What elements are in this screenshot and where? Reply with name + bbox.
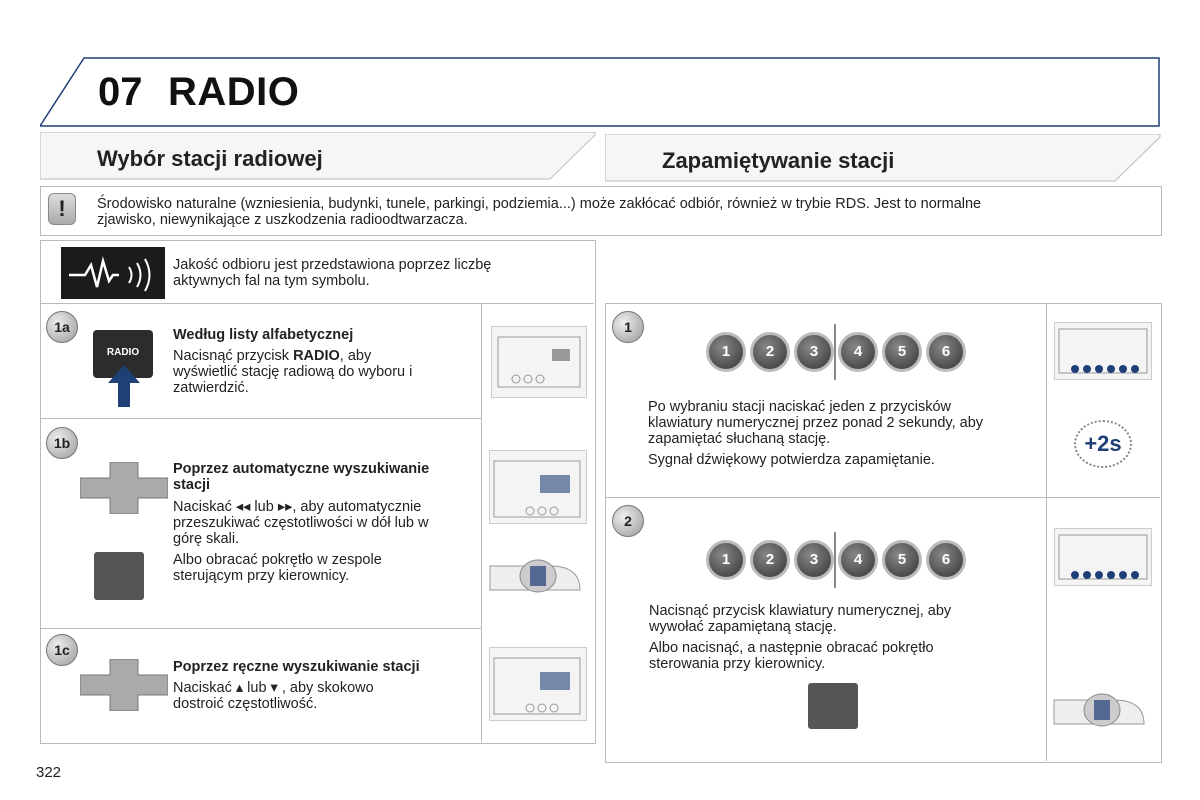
step-1a-line1: Nacisnąć przycisk RADIO, aby bbox=[173, 348, 372, 364]
number-keypad bbox=[706, 540, 966, 580]
step-1b-heading-line2: stacji bbox=[173, 477, 211, 493]
dpad-icon bbox=[80, 462, 168, 514]
reception-text-line2: aktywnych fal na tym symbolu. bbox=[173, 273, 370, 289]
store-1-line1: Po wybraniu stacji naciskać jeden z przycisków bbox=[648, 399, 952, 415]
separator bbox=[834, 324, 836, 380]
steering-control-thumbnail bbox=[1052, 680, 1152, 736]
number-button-1[interactable]: 1 bbox=[706, 332, 746, 372]
number-button-1[interactable]: 1 bbox=[706, 540, 746, 580]
step-1b-heading-line1: Poprzez automatyczne wyszukiwanie bbox=[173, 461, 430, 477]
divider bbox=[605, 497, 1160, 498]
step-badge-1c: 1c bbox=[46, 634, 78, 666]
store-1-line4: Sygnał dźwiękowy potwierdza zapamiętanie. bbox=[648, 452, 935, 468]
step-1b-line4: Albo obracać pokrętło w zespole bbox=[173, 552, 382, 568]
left-section-title: Wybór stacji radiowej bbox=[97, 146, 323, 171]
number-button-4[interactable]: 4 bbox=[838, 540, 878, 580]
step-badge-1a: 1a bbox=[46, 311, 78, 343]
store-2-line4: sterowania przy kierownicy. bbox=[649, 656, 826, 672]
dpad-icon bbox=[80, 659, 168, 711]
steering-knob-icon bbox=[94, 552, 144, 600]
step-1c-line2: dostroić częstotliwość. bbox=[173, 696, 318, 712]
steering-control-thumbnail bbox=[488, 546, 588, 602]
step-1b-line3: górę skali. bbox=[173, 531, 240, 547]
number-button-6[interactable]: 6 bbox=[926, 332, 966, 372]
divider bbox=[40, 628, 482, 629]
steering-knob-icon bbox=[808, 683, 858, 729]
divider bbox=[40, 303, 594, 304]
step-1c-heading: Poprzez ręczne wyszukiwanie stacji bbox=[173, 659, 420, 675]
right-section-title: Zapamiętywanie stacji bbox=[662, 148, 895, 173]
step-badge-1: 1 bbox=[612, 311, 644, 343]
page-number: 322 bbox=[36, 764, 62, 781]
step-badge-2: 2 bbox=[612, 505, 644, 537]
number-button-6[interactable]: 6 bbox=[926, 540, 966, 580]
hold-two-seconds-icon: +2s bbox=[1074, 420, 1132, 468]
number-button-5[interactable]: 5 bbox=[882, 332, 922, 372]
reception-text-line1: Jakość odbioru jest przedstawiona poprzez liczbę bbox=[173, 257, 492, 273]
step-1c-line1: Naciskać ▴ lub ▾ , aby skokowo bbox=[173, 680, 374, 696]
step-1a-heading: Według listy alfabetycznej bbox=[173, 327, 354, 343]
store-2-line1: Nacisnąć przycisk klawiatury numerycznej, aby bbox=[649, 603, 952, 619]
number-keypad bbox=[706, 332, 966, 372]
separator bbox=[834, 532, 836, 588]
radio-unit-thumbnail bbox=[491, 326, 587, 398]
step-1b-line1: Naciskać ◂◂ lub ▸▸, aby automatycznie bbox=[173, 499, 422, 515]
step-1b-line2: przeszukiwać częstotliwości w dół lub w bbox=[173, 515, 429, 531]
radio-unit-thumbnail bbox=[1054, 528, 1152, 586]
warning-text-line1: Środowisko naturalne (wzniesienia, budynki, tunele, parkingi, podziemia...) może zakłócać odbiór, również w trybie RDS. Jest to normalne bbox=[97, 196, 982, 212]
exclamation-icon: ! bbox=[48, 193, 76, 225]
step-1a-line3: zatwierdzić. bbox=[173, 380, 249, 396]
divider bbox=[1046, 303, 1047, 761]
radio-unit-thumbnail bbox=[1054, 322, 1152, 380]
radio-button-illustration: RADIO bbox=[93, 330, 153, 378]
number-button-3[interactable]: 3 bbox=[794, 332, 834, 372]
divider bbox=[40, 418, 482, 419]
number-button-2[interactable]: 2 bbox=[750, 540, 790, 580]
number-button-5[interactable]: 5 bbox=[882, 540, 922, 580]
store-1-line2: klawiatury numerycznej przez ponad 2 sekundy, aby bbox=[648, 415, 984, 431]
number-button-4[interactable]: 4 bbox=[838, 332, 878, 372]
store-2-line2: wywołać zapamiętaną stację. bbox=[649, 619, 837, 635]
number-button-3[interactable]: 3 bbox=[794, 540, 834, 580]
step-1a-line2: wyświetlić stację radiową do wyboru i bbox=[173, 364, 413, 380]
warning-text-line2: zjawisko, niewynikające z uszkodzenia radioodtwarzacza. bbox=[97, 212, 468, 228]
radio-unit-thumbnail bbox=[489, 450, 587, 524]
step-1b-line5: sterującym przy kierownicy. bbox=[173, 568, 350, 584]
divider bbox=[481, 303, 482, 742]
store-1-line3: zapamiętać słuchaną stację. bbox=[648, 431, 831, 447]
number-button-2[interactable]: 2 bbox=[750, 332, 790, 372]
radio-unit-thumbnail bbox=[489, 647, 587, 721]
arrow-up-icon bbox=[108, 365, 140, 407]
store-2-line3: Albo nacisnąć, a następnie obracać pokrętło bbox=[649, 640, 934, 656]
signal-wave-icon bbox=[61, 247, 165, 299]
chapter-number: 07 bbox=[98, 70, 143, 114]
step-badge-1b: 1b bbox=[46, 427, 78, 459]
chapter-title: RADIO bbox=[168, 70, 300, 114]
